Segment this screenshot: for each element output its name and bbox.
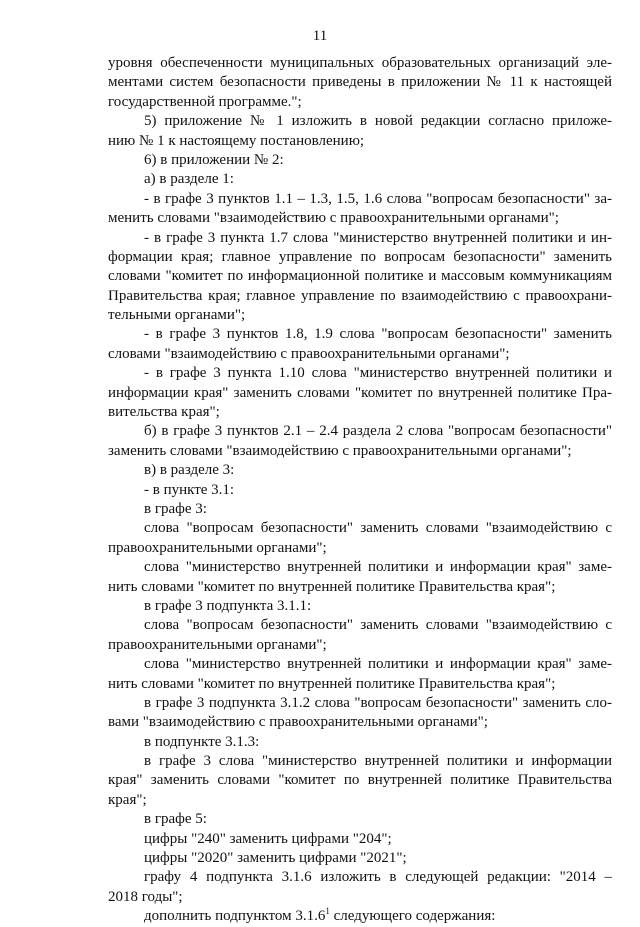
text-line: края"; <box>108 791 147 808</box>
last-line-before: дополнить подпунктом 3.1.6 <box>144 908 326 925</box>
text-line: в графе 3 подпункта 3.1.1: <box>144 597 312 614</box>
text-line: в графе 3 слова "министерство внутренней политики и информации <box>144 753 612 770</box>
text-line: слова "министерство внутренней политики и информации края" заме- <box>144 656 612 673</box>
text-line: 5) приложение № 1 изложить в новой редакции согласно приложе- <box>144 113 612 130</box>
text-line: государственной программе."; <box>108 93 302 110</box>
text-line: словами "комитет по информационной политике и массовым коммуникациям <box>108 268 612 285</box>
text-line: словами "взаимодействию с правоохранительными органами"; <box>108 345 510 362</box>
text-line-last <box>108 907 612 926</box>
text-line: графу 4 подпункта 3.1.6 изложить в следующей редакции: "2014 – <box>144 869 612 886</box>
text-line: ментами систем безопасности приведены в приложении № 11 к настоящей <box>108 74 612 91</box>
text-line: нию № 1 к настоящему постановлению; <box>108 132 365 149</box>
text-line: уровня обеспеченности муниципальных образовательных организаций эле- <box>108 55 612 71</box>
text-line: 2018 годы"; <box>108 888 183 905</box>
text-line: слова "вопросам безопасности" заменить словами "взаимодействию с <box>144 520 612 537</box>
text-line: 6) в приложении № 2: <box>144 151 284 168</box>
text-line: в подпункте 3.1.3: <box>144 733 260 750</box>
text-line: в графе 3 подпункта 3.1.2 слова "вопросам безопасности" заменить сло- <box>144 694 612 711</box>
text-line: Правительства края; главное управление по взаимодействию с правоохрани- <box>108 287 612 304</box>
text-line: правоохранительными органами"; <box>108 539 327 556</box>
text-line: цифры "240" заменить цифрами "204"; <box>144 830 392 847</box>
superscript: 1 <box>325 907 330 917</box>
text-line: менить словами "взаимодействию с правоохранительными органами"; <box>108 210 559 227</box>
document-body <box>108 54 612 927</box>
text-line: нить словами "комитет по внутренней политике Правительства края"; <box>108 578 556 595</box>
text-line: - в пункте 3.1: <box>144 481 235 498</box>
text-line: а) в разделе 1: <box>144 171 234 188</box>
text-line: правоохранительными органами"; <box>108 636 327 653</box>
text-line: - в графе 3 пункта 1.7 слова "министерство внутренней политики и ин- <box>144 229 612 246</box>
text-line: формации края; главное управление по вопросам безопасности" заменить <box>108 248 612 265</box>
text-line: нить словами "комитет по внутренней политике Правительства края"; <box>108 675 556 692</box>
text-line: слова "вопросам безопасности" заменить словами "взаимодействию с <box>144 617 612 634</box>
text-line: заменить словами "взаимодействию с правоохранительными органами"; <box>108 442 572 459</box>
page-number: 11 <box>312 28 328 44</box>
text-line: - в графе 3 пунктов 1.8, 1.9 слова "вопросам безопасности" заменить <box>144 326 612 343</box>
text-line: цифры "2020" заменить цифрами "2021"; <box>144 850 407 867</box>
text-line: в) в разделе 3: <box>144 462 235 479</box>
text-line: б) в графе 3 пунктов 2.1 – 2.4 раздела 2 слова "вопросам безопасности" <box>144 423 612 440</box>
text-line: края" заменить словами "комитет по внутренней политике Правительства <box>108 772 612 789</box>
text-line: вами "взаимодействию с правоохранительными органами"; <box>108 714 488 731</box>
text-line: тельными органами"; <box>108 307 246 324</box>
text-line: - в графе 3 пункта 1.10 слова "министерство внутренней политики и <box>144 365 612 382</box>
last-line-after: следующего содержания: <box>329 908 496 925</box>
text-line: слова "министерство внутренней политики и информации края" заме- <box>144 559 612 576</box>
text-line: - в графе 3 пунктов 1.1 – 1.3, 1.5, 1.6 слова "вопросам безопасности" за- <box>144 190 612 207</box>
text-line: в графе 3: <box>144 500 207 517</box>
text-line: вительства края"; <box>108 404 220 421</box>
text-line: в графе 5: <box>144 811 207 828</box>
text-line: информации края" заменить словами "комитет по внутренней политике Пра- <box>108 384 612 401</box>
